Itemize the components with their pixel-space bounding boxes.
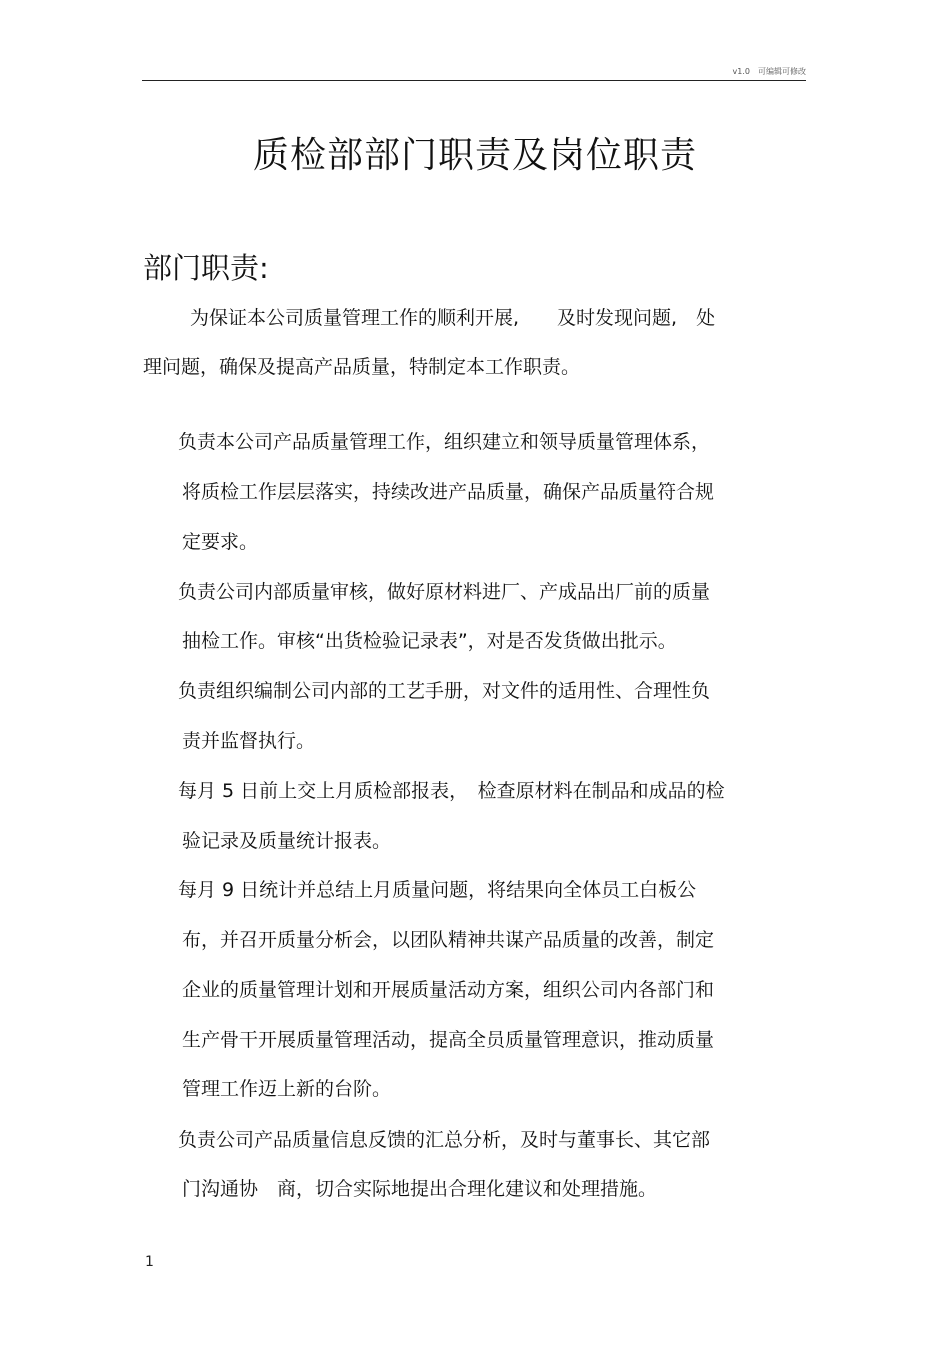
duty-line: 每月 5 日前上交上月质检部报表， 检查原材料在制品和成品的检 [178, 780, 725, 802]
duty-line: 每月 9 日统计并总结上月质量问题，将结果向全体员工白板公 [178, 879, 697, 901]
duty-line: 生产骨干开展质量管理活动，提高全员质量管理意识，推动质量 [182, 1029, 715, 1051]
duty-line: 负责公司产品质量信息反馈的汇总分析，及时与董事长、其它部 [178, 1129, 711, 1151]
duty-line: 将质检工作层层落实，持续改进产品质量，确保产品质量符合规 [182, 481, 715, 503]
intro-line-2: 理问题，确保及提高产品质量，特制定本工作职责。 [143, 356, 581, 378]
duty-line: 责并监督执行。 [182, 730, 316, 752]
duty-line: 验记录及质量统计报表。 [182, 830, 392, 852]
header-version-label: v1.0 可编辑可修改 [732, 67, 806, 76]
duty-line: 定要求。 [182, 531, 259, 553]
duty-line: 负责公司内部质量审核，做好原材料进厂、产成品出厂前的质量 [178, 581, 711, 603]
duty-line: 门沟通协 商，切合实际地提出合理化建议和处理措施。 [182, 1178, 658, 1200]
duty-line: 抽检工作。审核“出货检验记录表”，对是否发货做出批示。 [182, 630, 677, 652]
duty-line: 负责组织编制公司内部的工艺手册，对文件的适用性、合理性负 [178, 680, 711, 702]
document-title: 质检部部门职责及岗位职责 [252, 135, 697, 176]
intro-line-1: 为保证本公司质量管理工作的顺利开展, 及时发现问题, 处 [190, 307, 716, 329]
section-heading: 部门职责: [143, 251, 269, 285]
duty-line: 布，并召开质量分析会，以团队精神共谋产品质量的改善，制定 [182, 929, 715, 951]
duty-line: 负责本公司产品质量管理工作，组织建立和领导质量管理体系， [178, 431, 711, 453]
page-number: 1 [145, 1254, 154, 1270]
duty-line: 企业的质量管理计划和开展质量活动方案，组织公司内各部门和 [182, 979, 715, 1001]
duty-line: 管理工作迈上新的台阶。 [182, 1078, 392, 1100]
header-divider [142, 80, 806, 81]
